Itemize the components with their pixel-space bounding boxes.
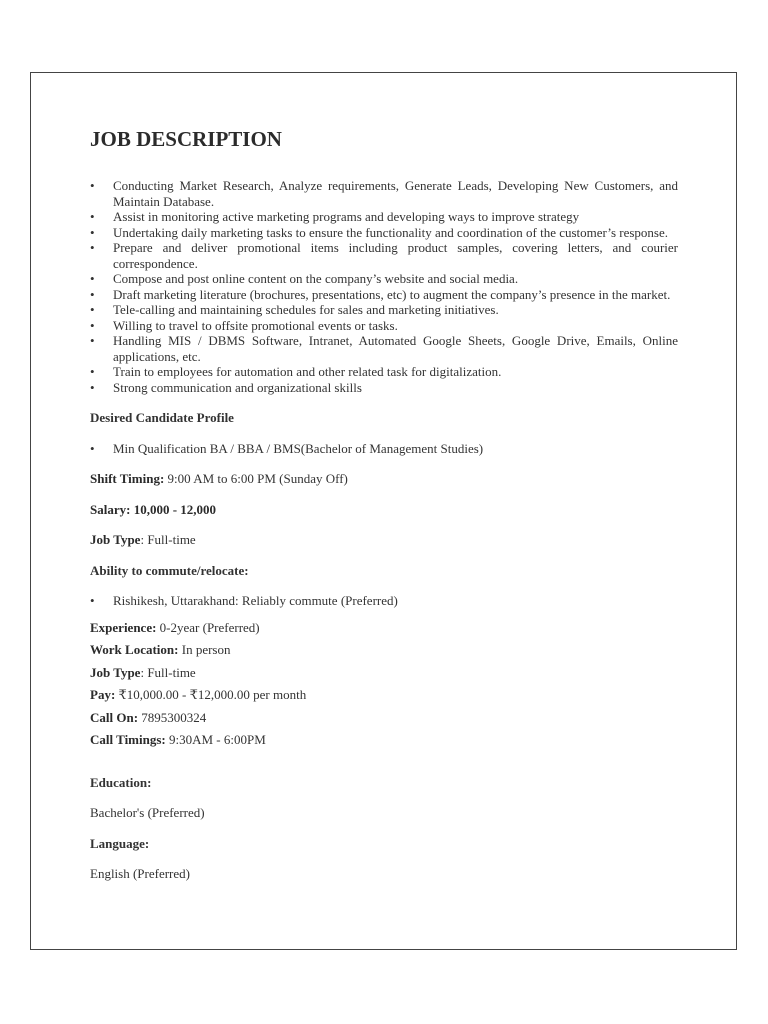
list-item: • Compose and post online content on the company’s website and social media.: [90, 271, 678, 287]
education-value: Bachelor's (Preferred): [90, 805, 205, 820]
list-item: • Undertaking daily marketing tasks to ensure the functionality and coordination of the customer’s response.: [90, 225, 678, 241]
detail-job-type: [90, 662, 678, 685]
profile-list: [90, 441, 678, 457]
detail-work-location: [90, 639, 678, 662]
list-item: • Strong communication and organizational skills: [90, 380, 678, 396]
education-heading: Education:: [90, 774, 152, 790]
detail-pay: [90, 684, 678, 707]
detail-value: 9:30AM - 6:00PM: [165, 732, 266, 747]
list-item: • Rishikesh, Uttarakhand: Reliably commute (Preferred): [90, 593, 678, 609]
detail-label: Pay:: [90, 687, 116, 702]
list-item: • Train to employees for automation and other related task for digitalization.: [90, 364, 678, 380]
document-body: [90, 126, 678, 882]
list-item: • Min Qualification BA / BBA / BMS(Bachelor of Management Studies): [90, 441, 678, 457]
list-item: • Draft marketing literature (brochures, presentations, etc) to augment the company’s presence in the market.: [90, 287, 678, 303]
commute-list: [90, 593, 678, 609]
job-type-label: Job Type: [90, 532, 141, 547]
commute-heading: Ability to commute/relocate:: [90, 562, 249, 578]
list-item: • Willing to travel to offsite promotional events or tasks.: [90, 318, 678, 334]
shift-value: 9:00 AM to 6:00 PM (Sunday Off): [164, 471, 348, 486]
list-item: • Assist in monitoring active marketing programs and developing ways to improve strategy: [90, 209, 678, 225]
list-item: • Handling MIS / DBMS Software, Intranet, Automated Google Sheets, Google Drive, Emails, Online applications, etc.: [90, 333, 678, 364]
detail-label: Call Timings:: [90, 732, 166, 747]
responsibilities-list: [90, 178, 678, 395]
list-item: • Prepare and deliver promotional items including product samples, covering letters, and courier correspondence.: [90, 240, 678, 271]
detail-label: Call On:: [90, 709, 139, 725]
profile-heading: Desired Candidate Profile: [90, 410, 234, 425]
detail-call-on: [90, 707, 678, 730]
job-type: [90, 532, 678, 548]
detail-label: Work Location:: [90, 642, 179, 657]
detail-value: 7895300324: [138, 709, 207, 725]
detail-call-timings: [90, 729, 678, 752]
detail-value: In person: [178, 642, 231, 657]
detail-label: Experience:: [90, 619, 157, 635]
detail-value: 0-2year (Preferred): [156, 619, 260, 635]
salary: [90, 502, 678, 518]
list-item: • Conducting Market Research, Analyze requirements, Generate Leads, Developing New Customers, and Maintain Database.: [90, 178, 678, 209]
job-type-value: : Full-time: [140, 532, 196, 547]
shift-timing: [90, 471, 678, 487]
shift-label: Shift Timing:: [90, 471, 165, 486]
list-item: • Tele-calling and maintaining schedules for sales and marketing initiatives.: [90, 302, 678, 318]
salary-label: Salary: 10,000 - 12,000: [90, 501, 217, 517]
detail-value: ₹10,000.00 - ₹12,000.00 per month: [115, 687, 307, 702]
detail-value: : Full-time: [140, 664, 196, 680]
language-value: English (Preferred): [90, 866, 190, 881]
detail-experience: [90, 617, 678, 640]
language-heading: Language:: [90, 835, 150, 851]
detail-label: Job Type: [90, 664, 141, 680]
page-title: JOB DESCRIPTION: [90, 127, 282, 151]
